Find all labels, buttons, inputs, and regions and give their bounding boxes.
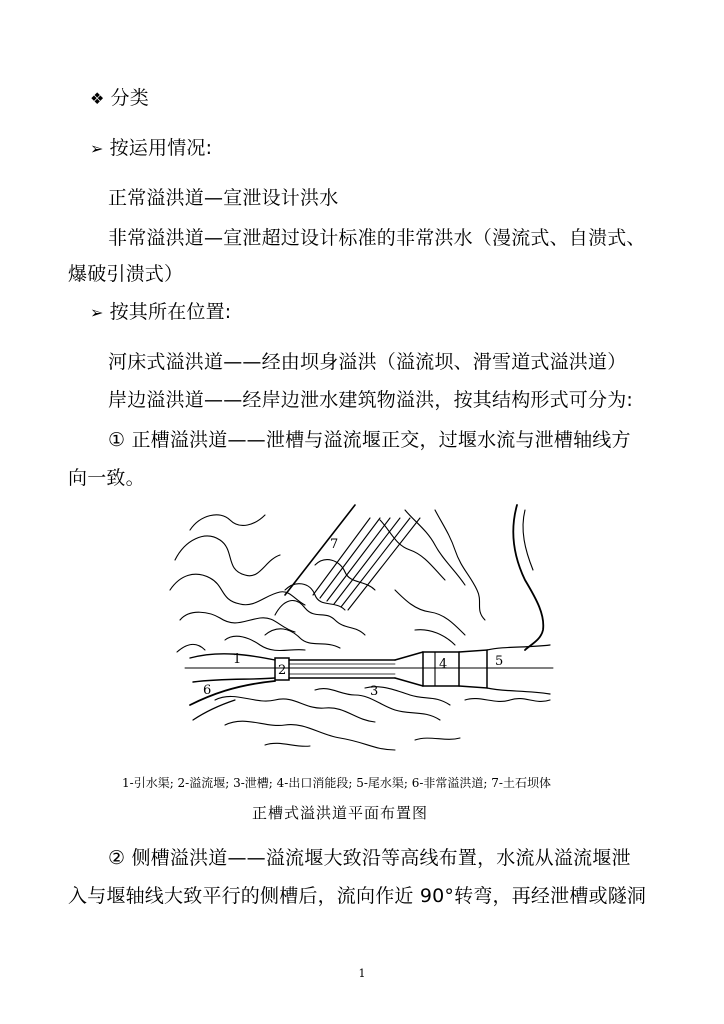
contour-line <box>435 510 485 620</box>
dam-hatch <box>327 518 390 601</box>
contour-line <box>175 536 280 576</box>
section-heading-text: 分类 <box>110 87 149 109</box>
contour-line <box>405 510 465 585</box>
subsection-title-location <box>90 300 231 325</box>
paragraph-line: 爆破引溃式） <box>68 263 184 285</box>
tailrace-bank <box>487 688 550 694</box>
spillway-plan-figure <box>165 500 555 756</box>
subsection-title-text: 按其所在位置: <box>109 301 232 323</box>
label-2: 2 <box>278 663 287 678</box>
diamond-four-bullet-icon: ❖ <box>90 89 105 108</box>
paragraph-line: 正常溢洪道—宣泄设计洪水 <box>108 187 339 209</box>
section-heading <box>90 86 149 111</box>
contour-line <box>177 644 205 652</box>
figure-legend: 1-引水渠; 2-溢流堰; 3-泄槽; 4-出口消能段; 5-尾水渠; 6-非常溢洪道; 7-土石坝体 <box>122 776 551 790</box>
subsection-title-text: 按运用情况: <box>109 137 213 159</box>
contour-line <box>215 696 375 722</box>
expansion-wall <box>395 678 423 686</box>
paragraph-line: 非常溢洪道—宣泄超过设计标准的非常洪水（漫流式、自溃式、 <box>108 227 646 249</box>
contour-line <box>415 738 460 740</box>
contour-line <box>465 699 550 702</box>
contour-line <box>395 590 465 635</box>
arrow-bullet-icon: ➢ <box>90 303 104 322</box>
dam-hatch <box>320 518 380 598</box>
contour-line <box>225 636 305 650</box>
label-1: 1 <box>233 652 242 667</box>
arrow-bullet-icon: ➢ <box>90 139 104 158</box>
contour-line <box>190 515 265 530</box>
label-6: 6 <box>203 683 212 698</box>
figure-caption: 正槽式溢洪道平面布置图 <box>252 804 429 822</box>
page-number: 1 <box>358 967 366 980</box>
paragraph-line: 向一致。 <box>68 467 145 489</box>
contour-line <box>265 629 340 648</box>
label-4: 4 <box>439 657 448 672</box>
dam-hatch <box>285 505 355 595</box>
paragraph-line: ② 侧槽溢洪道——溢流堰大致沿等高线布置，水流从溢流堰泄 <box>108 847 631 869</box>
contour-line <box>380 520 445 580</box>
paragraph-line: 入与堰轴线大致平行的侧槽后，流向作近 90°转弯，再经泄槽或隧洞 <box>68 885 647 907</box>
label-3: 3 <box>370 684 379 699</box>
paragraph-line: 河床式溢洪道——经由坝身溢洪（溢流坝、滑雪道式溢洪道） <box>108 351 627 373</box>
subsection-title-usage <box>90 136 212 161</box>
contour-line <box>265 743 310 746</box>
approach-channel-bank <box>193 678 275 682</box>
dam-hatch <box>341 518 410 607</box>
label-7: 7 <box>330 537 339 552</box>
dam-hatch <box>334 518 400 604</box>
paragraph-line: 岸边溢洪道——经岸边泄水建筑物溢洪，按其结构形式可分为: <box>108 389 634 411</box>
contour-line <box>415 630 455 645</box>
emergency-spillway <box>193 700 235 720</box>
dam-hatch <box>348 518 420 610</box>
bank-edge <box>513 505 543 650</box>
label-5: 5 <box>495 654 504 669</box>
tailrace-wall <box>459 650 487 688</box>
expansion-wall <box>395 652 423 660</box>
bank-edge <box>523 510 533 570</box>
tailrace-bank <box>487 645 550 650</box>
paragraph-line: ① 正槽溢洪道——泄槽与溢流堰正交，过堰水流与泄槽轴线方 <box>108 429 631 451</box>
